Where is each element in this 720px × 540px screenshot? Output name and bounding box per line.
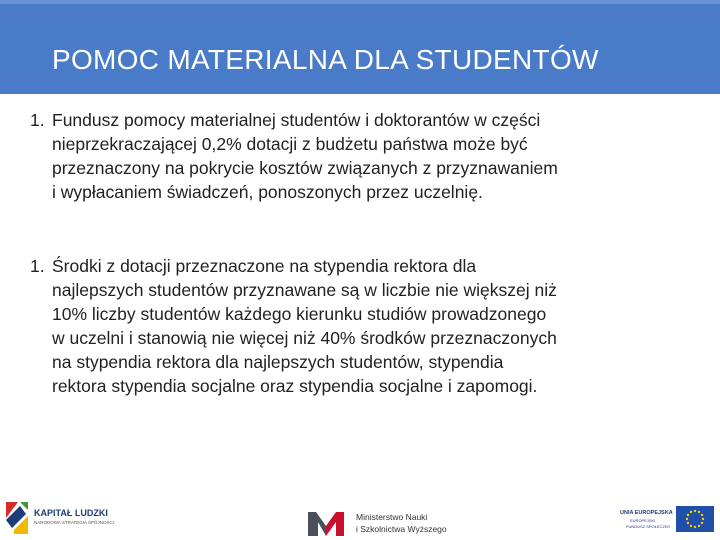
eu-logo <box>616 506 716 536</box>
title-bar <box>0 0 720 94</box>
kapital-ludzki-title: KAPITAŁ LUDZKI <box>34 508 108 518</box>
point-1 <box>30 108 690 204</box>
kapital-ludzki-mark-icon <box>4 500 30 536</box>
slide-body <box>30 108 690 398</box>
eu-flag-icon <box>676 506 714 532</box>
eu-logo-line-1: UNIA EUROPEJSKA <box>620 510 673 516</box>
footer-logos <box>0 492 720 540</box>
slide-title: POMOC MATERIALNA DLA STUDENTÓW <box>52 44 599 75</box>
ministry-mark-icon <box>308 510 344 536</box>
eu-logo-line-3: FUNDUSZ SPOŁECZNY <box>626 524 671 529</box>
point-2-line: najlepszych studentów przyznawane są w liczbie nie większej niż <box>52 280 557 300</box>
point-2-line: w uczelni i stanowią nie więcej niż 40% środków przeznaczonych <box>52 328 557 348</box>
kapital-ludzki-logo <box>4 496 134 536</box>
point-1-number: 1. <box>30 110 45 130</box>
point-1-line: i wypłacaniem świadczeń, ponoszonych przez uczelnię. <box>52 182 483 202</box>
point-1-line: nieprzekraczającej 0,2% dotacji z budżetu państwa może być <box>52 134 528 154</box>
point-2-line: Środki z dotacji przeznaczone na stypendia rektora dla <box>52 256 477 276</box>
point-1-line: przeznaczony na pokrycie kosztów związanych z przyznawaniem <box>52 158 558 178</box>
title-bar-accent-strip <box>0 0 720 4</box>
point-2-line: na stypendia rektora dla najlepszych studentów, stypendia <box>52 352 504 372</box>
ministry-name-line-2: i Szkolnictwa Wyższego <box>356 524 447 534</box>
point-2-line: 10% liczby studentów każdego kierunku studiów prowadzonego <box>52 304 547 324</box>
ministry-name-line-1: Ministerstwo Nauki <box>356 512 428 522</box>
point-2 <box>30 254 690 398</box>
kapital-ludzki-subtitle: NARODOWA STRATEGIA SPÓJNOŚCI <box>34 520 115 525</box>
eu-logo-line-2: EUROPEJSKI <box>630 518 656 523</box>
point-2-number: 1. <box>30 256 45 276</box>
point-1-text <box>52 108 690 204</box>
point-1-line: Fundusz pomocy materialnej studentów i doktorantów w części <box>52 110 541 130</box>
point-2-line: rektora stypendia socjalne oraz stypendia socjalne i zapomogi. <box>52 376 538 396</box>
ministry-logo <box>308 508 448 538</box>
point-2-text <box>52 254 690 398</box>
